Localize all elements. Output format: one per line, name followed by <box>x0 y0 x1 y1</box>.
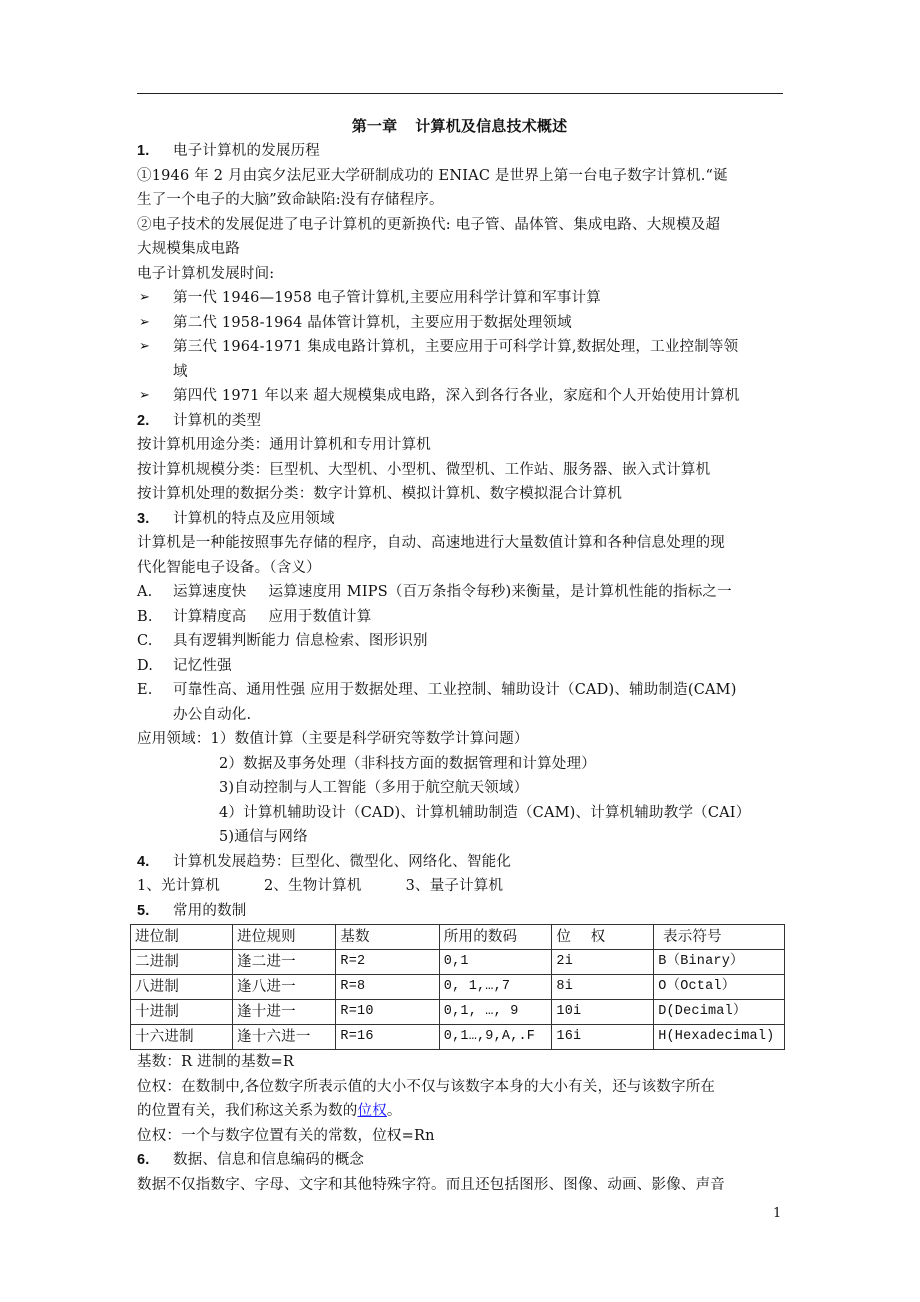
classification-by-use: 按计算机用途分类：通用计算机和专用计算机 <box>137 437 431 453</box>
base-definition: 基数：R 进制的基数=R <box>137 1054 294 1070</box>
timeline-label: 电子计算机发展时间: <box>137 265 275 282</box>
number-system-table <box>130 924 785 1050</box>
application-item-5: 5)通信与网络 <box>219 829 308 845</box>
data-definition-line-1: 数据不仅指数字、字母、文字和其他特殊字符。而且还包括图形、图像、动画、影像、声音 <box>137 1176 725 1193</box>
table-row: 二进制 逢二进一 R=2 0,1 2i B（Binary） <box>131 950 785 975</box>
classification-by-scale: 按计算机规模分类：巨型机、大型机、小型机、微型机、工作站、服务器、嵌入式计算机 <box>137 461 711 478</box>
future-item-optical: 1、光计算机 <box>137 878 220 894</box>
table-row: 十六进制 逢十六进一 R=16 0,1…,9,A,.F 16i H(Hexadecimal) <box>131 1025 785 1050</box>
feature-item-a: A. 运算速度快 运算速度用 MIPS（百万条指令每秒)来衡量，是计算机性能的指标之一 <box>137 584 732 600</box>
section-2-heading: 2. 计算机的类型 <box>137 412 262 429</box>
header-rule <box>137 93 783 94</box>
section-4-heading: 4. 计算机发展趋势：巨型化、微型化、网络化、智能化 <box>137 853 512 870</box>
generation-item-1: ➢ 第一代 1946—1958 电子管计算机,主要应用科学计算和军事计算 <box>137 286 792 311</box>
table-header-cell: 基数 <box>336 925 439 950</box>
application-item-1: 应用领域：1）数值计算（主要是科学研究等数学计算问题） <box>137 731 529 747</box>
chapter-name: 计算机及信息技术概述 <box>415 117 568 135</box>
feature-item-e: E. 可靠性高、通用性强 应用于数据处理、工业控制、辅助设计（CAD)、辅助制造(CAM) 办公自动化. <box>137 682 737 723</box>
arrow-bullet-icon: ➢ <box>139 388 151 403</box>
chapter-title <box>137 113 792 139</box>
weight-constant: 位权：一个与数字位置有关的常数，位权=Rn <box>137 1127 435 1144</box>
table-header-cell: 进位制 <box>131 925 233 950</box>
application-item-4: 4）计算机辅助设计（CAD)、计算机辅助制造（CAM)、计算机辅助教学（CAI） <box>219 804 751 821</box>
classification-by-data: 按计算机处理的数据分类：数字计算机、模拟计算机、数字模拟混合计算机 <box>137 486 623 502</box>
table-header-row <box>131 925 785 950</box>
table-header-cell: 表示符号 <box>654 925 785 950</box>
feature-item-d: D. 记忆性强 <box>137 657 232 674</box>
generations-paragraph-line-2: 大规模集成电路 <box>137 241 240 257</box>
table-row: 十进制 逢十进一 R=10 0,1, …, 9 10i D(Decimal） <box>131 1000 785 1025</box>
chapter-number: 第一章 <box>351 117 398 135</box>
arrow-bullet-icon: ➢ <box>139 290 151 305</box>
application-item-2: 2）数据及事务处理（非科技方面的数据管理和计算处理） <box>219 755 596 772</box>
table-row: 八进制 逢八进一 R=8 0, 1,…,7 8i O（Octal） <box>131 975 785 1000</box>
eniac-paragraph-line-1: ①1946 年 2 月由宾夕法尼亚大学研制成功的 ENIAC 是世界上第一台电子数字计算机.“诞 <box>137 167 728 184</box>
table-header-cell: 位 权 <box>552 925 654 950</box>
arrow-bullet-icon: ➢ <box>139 339 151 354</box>
computer-definition-line-1: 计算机是一种能按照事先存储的程序，自动、高速地进行大量数值计算和各种信息处理的现 <box>137 535 725 551</box>
section-6-heading: 6. 数据、信息和信息编码的概念 <box>137 1152 365 1168</box>
feature-item-b: B. 计算精度高 应用于数值计算 <box>137 608 372 625</box>
future-computers <box>137 874 792 899</box>
generation-item-2: ➢ 第二代 1958-1964 晶体管计算机，主要应用于数据处理领域 <box>137 311 792 336</box>
application-label: 应用领域： <box>137 731 211 747</box>
section-5-heading: 5. 常用的数制 <box>137 902 247 919</box>
future-item-biological: 2、生物计算机 <box>263 878 362 894</box>
weight-link[interactable]: 位权 <box>357 1103 387 1119</box>
future-item-quantum: 3、量子计算机 <box>405 878 504 894</box>
generation-item-4: ➢ 第四代 1971 年以来 超大规模集成电路，深入到各行各业，家庭和个人开始使用计算机 <box>137 384 792 409</box>
weight-definition-line-2: 的位置有关，我们称这关系为数的位权。 <box>137 1103 402 1119</box>
generation-item-3: ➢ 第三代 1964-1971 集成电路计算机，主要应用于可科学计算,数据处理，工业控制等领 域 <box>137 335 792 384</box>
weight-definition-line-1: 位权：在数制中,各位数字所表示值的大小不仅与该数字本身的大小有关，还与该数字所在 <box>137 1078 716 1095</box>
eniac-paragraph-line-2: 生了一个电子的大脑”致命缺陷:没有存储程序。 <box>137 192 444 208</box>
table-header-cell: 所用的数码 <box>439 925 552 950</box>
section-1-heading: 1. 电子计算机的发展历程 <box>137 143 320 159</box>
table-header-cell: 进位规则 <box>233 925 336 950</box>
computer-definition-line-2: 代化智能电子设备。（含义） <box>137 559 321 576</box>
application-item-3: 3)自动控制与人工智能（多用于航空航天领域） <box>219 780 529 796</box>
feature-item-c: C. 具有逻辑判断能力 信息检索、图形识别 <box>137 633 428 649</box>
document-body <box>137 113 792 1197</box>
arrow-bullet-icon: ➢ <box>139 314 151 330</box>
generations-paragraph-line-1: ②电子技术的发展促进了电子计算机的更新换代: 电子管、晶体管、集成电路、大规模及超 <box>137 216 721 233</box>
page-number: 1 <box>773 1206 782 1221</box>
section-3-heading: 3. 计算机的特点及应用领域 <box>137 510 335 527</box>
